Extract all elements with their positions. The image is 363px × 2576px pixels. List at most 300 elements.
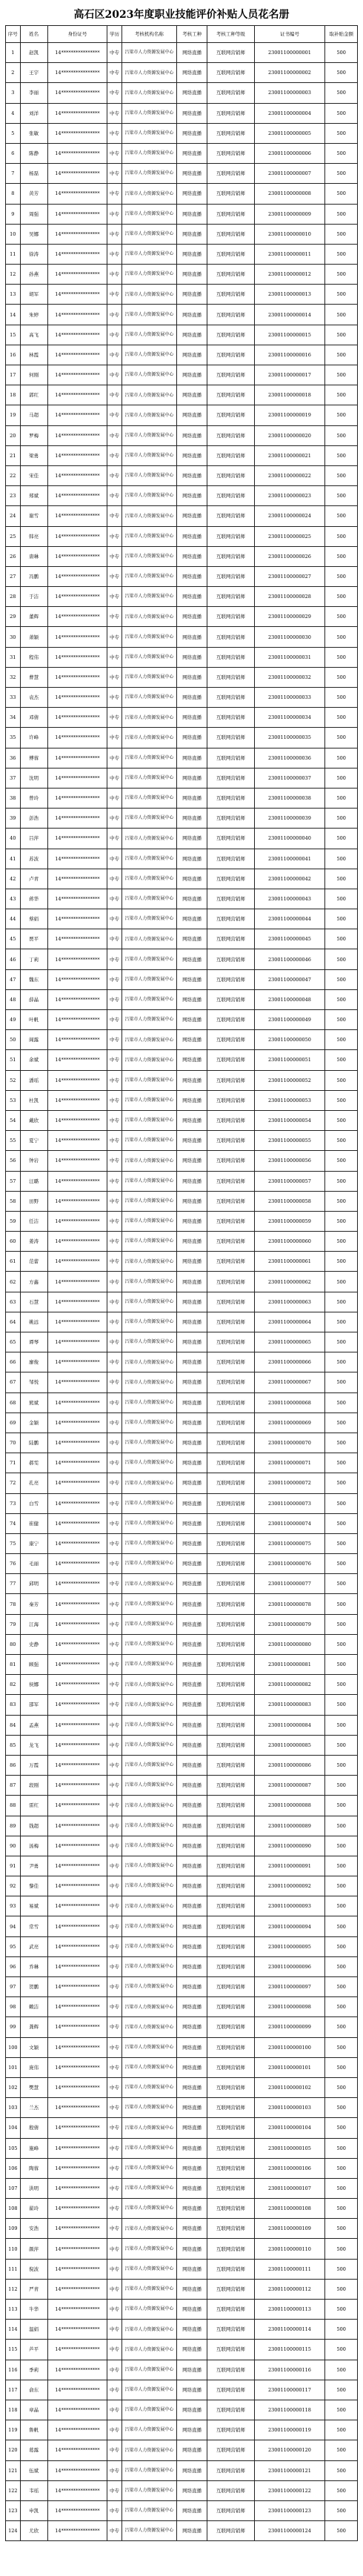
cell-trade: 网络直播 (176, 1533, 207, 1553)
table-row (6, 1392, 358, 1413)
table-row (6, 1997, 358, 2017)
cell-education: 中专 (107, 2279, 122, 2299)
cell-education: 中专 (107, 1876, 122, 1896)
cell-id-number: 14**************** (47, 2420, 107, 2440)
cell-certificate: 23001100000112 (254, 2279, 325, 2299)
cell-trade: 网络直播 (176, 1473, 207, 1493)
cell-name: 石慧 (20, 1292, 47, 1312)
cell-certificate: 23001100000065 (254, 1332, 325, 1352)
table-row (6, 506, 358, 526)
cell-trade: 网络直播 (176, 1755, 207, 1775)
cell-no: 109 (6, 2219, 21, 2239)
cell-organization: 吕梁市人力资源发展中心 (121, 1030, 176, 1050)
cell-name: 刘洋 (20, 103, 47, 123)
cell-amount: 500 (325, 224, 358, 244)
cell-level: 互联网营销师 (207, 1332, 254, 1352)
table-row (6, 708, 358, 728)
cell-trade: 网络直播 (176, 1272, 207, 1292)
cell-certificate: 23001100000005 (254, 123, 325, 143)
cell-trade: 网络直播 (176, 2420, 207, 2440)
table-row (6, 465, 358, 485)
cell-certificate: 23001100000045 (254, 929, 325, 949)
cell-certificate: 23001100000069 (254, 1413, 325, 1433)
cell-name: 万霞 (20, 1755, 47, 1775)
cell-organization: 吕梁市人力资源发展中心 (121, 224, 176, 244)
cell-organization: 吕梁市人力资源发展中心 (121, 1816, 176, 1836)
cell-id-number: 14**************** (47, 526, 107, 546)
cell-certificate: 23001100000052 (254, 1070, 325, 1090)
cell-certificate: 23001100000124 (254, 2521, 325, 2541)
cell-education: 中专 (107, 869, 122, 889)
cell-certificate: 23001100000054 (254, 1110, 325, 1130)
cell-trade: 网络直播 (176, 1151, 207, 1171)
cell-amount: 500 (325, 1493, 358, 1513)
table-row (6, 123, 358, 143)
cell-education: 中专 (107, 1272, 122, 1292)
cell-level: 互联网营销师 (207, 2279, 254, 2299)
table-row (6, 768, 358, 788)
header-cell-org: 考核机构名称 (121, 26, 176, 43)
cell-trade: 网络直播 (176, 1796, 207, 1816)
cell-no: 78 (6, 1594, 21, 1614)
cell-no: 10 (6, 224, 21, 244)
cell-trade: 网络直播 (176, 2037, 207, 2057)
cell-education: 中专 (107, 1634, 122, 1654)
cell-trade: 网络直播 (176, 566, 207, 586)
cell-education: 中专 (107, 1936, 122, 1956)
cell-level: 互联网营销师 (207, 2098, 254, 2118)
cell-education: 中专 (107, 1675, 122, 1695)
cell-id-number: 14**************** (47, 204, 107, 224)
cell-certificate: 23001100000039 (254, 809, 325, 829)
cell-id-number: 14**************** (47, 305, 107, 325)
table-row (6, 627, 358, 647)
cell-no: 2 (6, 63, 21, 83)
cell-id-number: 14**************** (47, 224, 107, 244)
cell-education: 中专 (107, 204, 122, 224)
cell-name: 于洁 (20, 587, 47, 607)
cell-certificate: 23001100000088 (254, 1796, 325, 1816)
cell-education: 中专 (107, 1997, 122, 2017)
cell-education: 中专 (107, 425, 122, 445)
cell-id-number: 14**************** (47, 688, 107, 708)
cell-trade: 网络直播 (176, 1110, 207, 1130)
cell-no: 4 (6, 103, 21, 123)
cell-amount: 500 (325, 2460, 358, 2480)
cell-education: 中专 (107, 667, 122, 687)
cell-education: 中专 (107, 1715, 122, 1735)
cell-organization: 吕梁市人力资源发展中心 (121, 2480, 176, 2500)
cell-trade: 网络直播 (176, 1816, 207, 1836)
cell-certificate: 23001100000107 (254, 2178, 325, 2198)
cell-id-number: 14**************** (47, 425, 107, 445)
cell-id-number: 14**************** (47, 1997, 107, 2017)
cell-trade: 网络直播 (176, 829, 207, 849)
cell-id-number: 14**************** (47, 2380, 107, 2400)
cell-trade: 网络直播 (176, 667, 207, 687)
cell-certificate: 23001100000024 (254, 506, 325, 526)
cell-id-number: 14**************** (47, 2037, 107, 2057)
cell-no: 115 (6, 2340, 21, 2360)
cell-amount: 500 (325, 1533, 358, 1553)
cell-no: 9 (6, 204, 21, 224)
cell-level: 互联网营销师 (207, 2178, 254, 2198)
cell-name: 曾玲 (20, 788, 47, 808)
cell-trade: 网络直播 (176, 63, 207, 83)
cell-id-number: 14**************** (47, 1473, 107, 1493)
table-row (6, 1796, 358, 1816)
cell-trade: 网络直播 (176, 1876, 207, 1896)
table-row (6, 265, 358, 285)
cell-amount: 500 (325, 2199, 358, 2219)
cell-trade: 网络直播 (176, 1554, 207, 1574)
table-row (6, 1533, 358, 1553)
cell-level: 互联网营销师 (207, 265, 254, 285)
cell-level: 互联网营销师 (207, 849, 254, 869)
table-row (6, 1151, 358, 1171)
cell-organization: 吕梁市人力资源发展中心 (121, 405, 176, 425)
cell-amount: 500 (325, 1715, 358, 1735)
cell-id-number: 14**************** (47, 1392, 107, 1413)
table-row (6, 1413, 358, 1433)
cell-education: 中专 (107, 2380, 122, 2400)
cell-id-number: 14**************** (47, 123, 107, 143)
cell-education: 中专 (107, 1332, 122, 1352)
table-row (6, 2178, 358, 2198)
cell-amount: 500 (325, 506, 358, 526)
cell-organization: 吕梁市人力资源发展中心 (121, 667, 176, 687)
cell-amount: 500 (325, 1050, 358, 1070)
table-row (6, 607, 358, 627)
cell-name: 吴娜 (20, 224, 47, 244)
cell-trade: 网络直播 (176, 788, 207, 808)
cell-no: 107 (6, 2178, 21, 2198)
cell-id-number: 14**************** (47, 566, 107, 586)
cell-no: 122 (6, 2480, 21, 2500)
cell-trade: 网络直播 (176, 2098, 207, 2118)
cell-name: 潘瑶 (20, 1070, 47, 1090)
cell-amount: 500 (325, 1030, 358, 1050)
cell-education: 中专 (107, 486, 122, 506)
cell-trade: 网络直播 (176, 929, 207, 949)
cell-trade: 网络直播 (176, 2178, 207, 2198)
cell-level: 互联网营销师 (207, 889, 254, 909)
cell-education: 中专 (107, 2219, 122, 2239)
cell-amount: 500 (325, 1413, 358, 1433)
cell-amount: 500 (325, 1171, 358, 1191)
cell-education: 中专 (107, 445, 122, 465)
cell-level: 互联网营销师 (207, 2077, 254, 2097)
cell-id-number: 14**************** (47, 869, 107, 889)
table-row (6, 2500, 358, 2520)
cell-certificate: 23001100000027 (254, 566, 325, 586)
cell-id-number: 14**************** (47, 708, 107, 728)
cell-amount: 500 (325, 1796, 358, 1816)
cell-name: 高飞 (20, 325, 47, 345)
cell-trade: 网络直播 (176, 607, 207, 627)
cell-certificate: 23001100000095 (254, 1936, 325, 1956)
cell-certificate: 23001100000055 (254, 1131, 325, 1151)
table-row (6, 425, 358, 445)
cell-name: 赵凯 (20, 43, 47, 63)
cell-education: 中专 (107, 809, 122, 829)
table-row (6, 2118, 358, 2138)
cell-organization: 吕梁市人力资源发展中心 (121, 2360, 176, 2380)
cell-id-number: 14**************** (47, 265, 107, 285)
cell-no: 45 (6, 929, 21, 949)
cell-level: 互联网营销师 (207, 1755, 254, 1775)
cell-level: 互联网营销师 (207, 1272, 254, 1292)
cell-organization: 吕梁市人力资源发展中心 (121, 506, 176, 526)
cell-certificate: 23001100000118 (254, 2400, 325, 2420)
cell-no: 67 (6, 1372, 21, 1392)
cell-level: 互联网营销师 (207, 1836, 254, 1856)
cell-education: 中专 (107, 1493, 122, 1513)
cell-no: 35 (6, 728, 21, 748)
cell-trade: 网络直播 (176, 1352, 207, 1372)
cell-organization: 吕梁市人力资源发展中心 (121, 1312, 176, 1332)
cell-level: 互联网营销师 (207, 2300, 254, 2320)
cell-organization: 吕梁市人力资源发展中心 (121, 949, 176, 969)
cell-id-number: 14**************** (47, 2057, 107, 2077)
cell-trade: 网络直播 (176, 1513, 207, 1533)
table-row (6, 2360, 358, 2380)
cell-name: 谭琴 (20, 1332, 47, 1352)
cell-name: 郝雯 (20, 1453, 47, 1473)
table-header (6, 26, 358, 43)
cell-id-number: 14**************** (47, 325, 107, 345)
table-row (6, 2380, 358, 2400)
cell-trade: 网络直播 (176, 909, 207, 929)
cell-no: 120 (6, 2440, 21, 2460)
cell-trade: 网络直播 (176, 2259, 207, 2279)
table-row (6, 305, 358, 325)
cell-education: 中专 (107, 546, 122, 566)
cell-certificate: 23001100000084 (254, 1715, 325, 1735)
table-row (6, 1856, 358, 1876)
cell-id-number: 14**************** (47, 728, 107, 748)
cell-organization: 吕梁市人力资源发展中心 (121, 748, 176, 768)
cell-name: 常雪 (20, 1916, 47, 1936)
cell-no: 63 (6, 1292, 21, 1312)
cell-no: 30 (6, 627, 21, 647)
table-row (6, 1090, 358, 1110)
cell-certificate: 23001100000040 (254, 829, 325, 849)
cell-trade: 网络直播 (176, 2460, 207, 2480)
cell-name: 殷倩 (20, 2118, 47, 2138)
table-row (6, 2077, 358, 2097)
cell-organization: 吕梁市人力资源发展中心 (121, 1151, 176, 1171)
cell-amount: 500 (325, 2340, 358, 2360)
cell-amount: 500 (325, 2380, 358, 2400)
cell-trade: 网络直播 (176, 748, 207, 768)
cell-education: 中专 (107, 526, 122, 546)
cell-certificate: 23001100000104 (254, 2118, 325, 2138)
cell-certificate: 23001100000111 (254, 2259, 325, 2279)
cell-id-number: 14**************** (47, 445, 107, 465)
cell-trade: 网络直播 (176, 425, 207, 445)
cell-no: 39 (6, 809, 21, 829)
cell-organization: 吕梁市人力资源发展中心 (121, 587, 176, 607)
cell-organization: 吕梁市人力资源发展中心 (121, 1977, 176, 1997)
cell-no: 40 (6, 829, 21, 849)
table-row (6, 1312, 358, 1332)
table-row (6, 1232, 358, 1252)
cell-amount: 500 (325, 708, 358, 728)
cell-no: 22 (6, 465, 21, 485)
cell-id-number: 14**************** (47, 143, 107, 163)
cell-amount: 500 (325, 486, 358, 506)
cell-organization: 吕梁市人力资源发展中心 (121, 2199, 176, 2219)
cell-amount: 500 (325, 285, 358, 305)
cell-organization: 吕梁市人力资源发展中心 (121, 788, 176, 808)
cell-education: 中专 (107, 1151, 122, 1171)
cell-level: 互联网营销师 (207, 1876, 254, 1896)
table-row (6, 1634, 358, 1654)
cell-level: 互联网营销师 (207, 1896, 254, 1916)
cell-education: 中专 (107, 1916, 122, 1936)
table-row (6, 1332, 358, 1352)
cell-education: 中专 (107, 1655, 122, 1675)
cell-organization: 吕梁市人力资源发展中心 (121, 1695, 176, 1715)
cell-id-number: 14**************** (47, 929, 107, 949)
cell-id-number: 14**************** (47, 1413, 107, 1433)
cell-trade: 网络直播 (176, 2199, 207, 2219)
cell-certificate: 23001100000058 (254, 1191, 325, 1211)
cell-name: 白雪 (20, 1493, 47, 1513)
cell-no: 20 (6, 425, 21, 445)
cell-no: 66 (6, 1352, 21, 1372)
page-title: 高石区2023年度职业技能评价补贴人员花名册 (73, 9, 290, 21)
cell-certificate: 23001100000122 (254, 2480, 325, 2500)
cell-name: 秦芳 (20, 1594, 47, 1614)
cell-education: 中专 (107, 2340, 122, 2360)
cell-organization: 吕梁市人力资源发展中心 (121, 1050, 176, 1070)
cell-certificate: 23001100000029 (254, 607, 325, 627)
cell-trade: 网络直播 (176, 325, 207, 345)
cell-no: 81 (6, 1655, 21, 1675)
cell-trade: 网络直播 (176, 1332, 207, 1352)
cell-organization: 吕梁市人力资源发展中心 (121, 1413, 176, 1433)
cell-name: 唐琳 (20, 546, 47, 566)
cell-organization: 吕梁市人力资源发展中心 (121, 688, 176, 708)
cell-organization: 吕梁市人力资源发展中心 (121, 2037, 176, 2057)
cell-id-number: 14**************** (47, 1433, 107, 1453)
cell-organization: 吕梁市人力资源发展中心 (121, 2259, 176, 2279)
cell-no: 93 (6, 1896, 21, 1916)
cell-id-number: 14**************** (47, 184, 107, 204)
cell-organization: 吕梁市人力资源发展中心 (121, 2460, 176, 2480)
cell-id-number: 14**************** (47, 2138, 107, 2158)
cell-education: 中专 (107, 63, 122, 83)
cell-id-number: 14**************** (47, 1594, 107, 1614)
cell-name: 马超 (20, 405, 47, 425)
cell-name: 乔琳 (20, 1956, 47, 1976)
cell-certificate: 23001100000034 (254, 708, 325, 728)
cell-organization: 吕梁市人力资源发展中心 (121, 566, 176, 586)
cell-education: 中专 (107, 244, 122, 264)
cell-level: 互联网营销师 (207, 1634, 254, 1654)
cell-organization: 吕梁市人力资源发展中心 (121, 546, 176, 566)
cell-amount: 500 (325, 667, 358, 687)
cell-trade: 网络直播 (176, 365, 207, 385)
cell-organization: 吕梁市人力资源发展中心 (121, 809, 176, 829)
cell-amount: 500 (325, 1755, 358, 1775)
table-row (6, 1453, 358, 1473)
cell-level: 互联网营销师 (207, 1232, 254, 1252)
cell-no: 53 (6, 1090, 21, 1110)
cell-id-number: 14**************** (47, 1211, 107, 1231)
cell-id-number: 14**************** (47, 1171, 107, 1191)
table-row (6, 869, 358, 889)
cell-organization: 吕梁市人力资源发展中心 (121, 1453, 176, 1473)
cell-certificate: 23001100000090 (254, 1836, 325, 1856)
cell-education: 中专 (107, 2098, 122, 2118)
cell-name: 韦瑶 (20, 2480, 47, 2500)
cell-name: 申凯 (20, 2500, 47, 2520)
cell-organization: 吕梁市人力资源发展中心 (121, 1010, 176, 1030)
cell-name: 黎佳 (20, 1876, 47, 1896)
cell-trade: 网络直播 (176, 2320, 207, 2340)
cell-name: 伍斌 (20, 2460, 47, 2480)
cell-name: 葛露 (20, 2440, 47, 2460)
cell-trade: 网络直播 (176, 1675, 207, 1695)
cell-no: 111 (6, 2259, 21, 2279)
cell-trade: 网络直播 (176, 2400, 207, 2420)
cell-trade: 网络直播 (176, 2480, 207, 2500)
cell-education: 中专 (107, 2360, 122, 2380)
cell-level: 互联网营销师 (207, 164, 254, 184)
cell-level: 互联网营销师 (207, 1796, 254, 1816)
cell-organization: 吕梁市人力资源发展中心 (121, 526, 176, 546)
cell-education: 中专 (107, 1070, 122, 1090)
cell-id-number: 14**************** (47, 1191, 107, 1211)
cell-trade: 网络直播 (176, 1252, 207, 1272)
cell-name: 易斌 (20, 1896, 47, 1916)
cell-name: 卢青 (20, 869, 47, 889)
cell-amount: 500 (325, 1675, 358, 1695)
cell-id-number: 14**************** (47, 2521, 107, 2541)
cell-education: 中专 (107, 1695, 122, 1715)
cell-certificate: 23001100000063 (254, 1292, 325, 1312)
cell-organization: 吕梁市人力资源发展中心 (121, 1110, 176, 1130)
cell-level: 互联网营销师 (207, 929, 254, 949)
cell-id-number: 14**************** (47, 829, 107, 849)
cell-no: 57 (6, 1171, 21, 1191)
cell-name: 尹勇 (20, 1856, 47, 1876)
cell-id-number: 14**************** (47, 1675, 107, 1695)
cell-level: 互联网营销师 (207, 1211, 254, 1231)
cell-no: 23 (6, 486, 21, 506)
cell-id-number: 14**************** (47, 1070, 107, 1090)
cell-organization: 吕梁市人力资源发展中心 (121, 1796, 176, 1816)
cell-certificate: 23001100000031 (254, 647, 325, 667)
cell-name: 武亮 (20, 1936, 47, 1956)
cell-education: 中专 (107, 2440, 122, 2460)
cell-name: 文颖 (20, 2037, 47, 2057)
table-row (6, 405, 358, 425)
cell-organization: 吕梁市人力资源发展中心 (121, 1634, 176, 1654)
cell-amount: 500 (325, 164, 358, 184)
cell-certificate: 23001100000113 (254, 2300, 325, 2320)
cell-trade: 网络直播 (176, 1997, 207, 2017)
table-row (6, 1110, 358, 1130)
cell-no: 123 (6, 2500, 21, 2520)
table-row (6, 2057, 358, 2077)
cell-education: 中专 (107, 788, 122, 808)
cell-certificate: 23001100000017 (254, 365, 325, 385)
cell-amount: 500 (325, 2098, 358, 2118)
